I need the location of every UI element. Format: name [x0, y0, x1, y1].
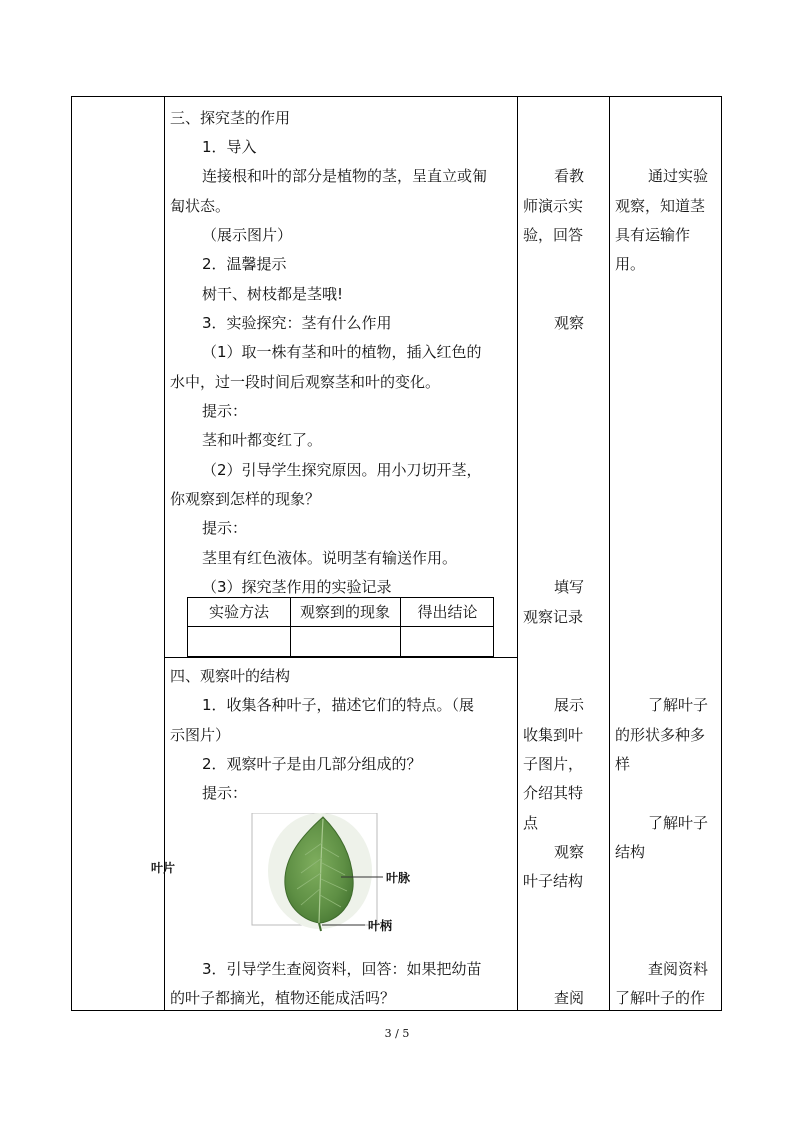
intent-text: 观察，知道茎: [615, 197, 706, 215]
lesson-table: [71, 96, 722, 1011]
column-divider: [609, 97, 610, 1010]
intent-text: 查阅资料: [648, 960, 709, 978]
paragraph: 茎里有红色液体。说明茎有输送作用。: [202, 549, 458, 567]
record-table: [187, 597, 494, 657]
activity-text: 收集到叶: [523, 726, 584, 744]
hint-label: 提示：: [202, 402, 248, 420]
activity-text: 查阅: [554, 989, 585, 1007]
leaf-petiole-label: 叶柄: [368, 919, 393, 933]
paragraph: 水中，过一段时间后观察茎和叶的变化。: [170, 373, 441, 391]
activity-text: 填写: [554, 578, 585, 596]
intent-text: 了解叶子: [648, 696, 709, 714]
leaf-vein-label: 叶脉: [386, 871, 411, 885]
activity-text: 点: [523, 814, 539, 832]
section-title: 三、探究茎的作用: [170, 109, 291, 127]
leaf-blade-label: 叶片: [151, 861, 176, 875]
section-title: 四、观察叶的结构: [170, 667, 291, 685]
paragraph: 你观察到怎样的现象？: [170, 490, 321, 508]
activity-text: 看教: [554, 167, 585, 185]
activity-text: 观察: [554, 314, 585, 332]
intent-text: 了解叶子: [648, 814, 709, 832]
paragraph: （1）取一株有茎和叶的植物，插入红色的: [202, 343, 482, 361]
paragraph: 示图片）: [170, 726, 231, 744]
paragraph: 连接根和叶的部分是植物的茎，呈直立或匍: [202, 167, 488, 185]
step-heading: 2．温馨提示: [202, 255, 287, 273]
intent-text: 通过实验: [648, 167, 709, 185]
hint-label: 提示：: [202, 519, 248, 537]
paragraph: 3．引导学生查阅资料，回答：如果把幼苗: [202, 960, 482, 978]
paragraph: （展示图片）: [202, 226, 293, 244]
intent-text: 的形状多种多: [615, 726, 706, 744]
paragraph: 1．收集各种叶子，描述它们的特点。（展: [202, 696, 475, 714]
step-heading: 3．实验探究：茎有什么作用: [202, 314, 392, 332]
record-table-header: 实验方法: [208, 603, 269, 621]
activity-text: 师演示实: [523, 197, 584, 215]
activity-text: 观察: [554, 843, 585, 861]
paragraph: 匐状态。: [170, 197, 231, 215]
column-divider: [517, 97, 518, 1010]
leaf-figure: [151, 813, 435, 935]
activity-text: 观察记录: [523, 608, 584, 626]
paragraph: 的叶子都摘光，植物还能成活吗？: [170, 989, 396, 1007]
paragraph: （3）探究茎作用的实验记录: [202, 578, 392, 596]
paragraph: （2）引导学生探究原因。用小刀切开茎，: [202, 461, 482, 479]
paragraph: 树干、树枝都是茎哦!: [202, 285, 344, 303]
intent-text: 具有运输作: [615, 226, 691, 244]
step-heading: 2．观察叶子是由几部分组成的？: [202, 755, 422, 773]
record-table-header: 得出结论: [417, 603, 478, 621]
record-table-header: 观察到的现象: [299, 603, 390, 621]
activity-text: 验，回答: [523, 226, 584, 244]
intent-text: 用。: [615, 255, 646, 273]
activity-text: 叶子结构: [523, 872, 584, 890]
activity-text: 介绍其特: [523, 784, 584, 802]
paragraph: 茎和叶都变红了。: [202, 431, 323, 449]
activity-text: 展示: [554, 696, 585, 714]
hint-label: 提示：: [202, 784, 248, 802]
step-heading: 1．导入: [202, 138, 257, 156]
intent-text: 了解叶子的作: [615, 989, 706, 1007]
activity-text: 子图片，: [523, 755, 584, 773]
row-divider: [164, 657, 517, 658]
page-number: 3 / 5: [384, 1027, 410, 1040]
intent-text: 样: [615, 755, 631, 773]
intent-text: 结构: [615, 843, 646, 861]
